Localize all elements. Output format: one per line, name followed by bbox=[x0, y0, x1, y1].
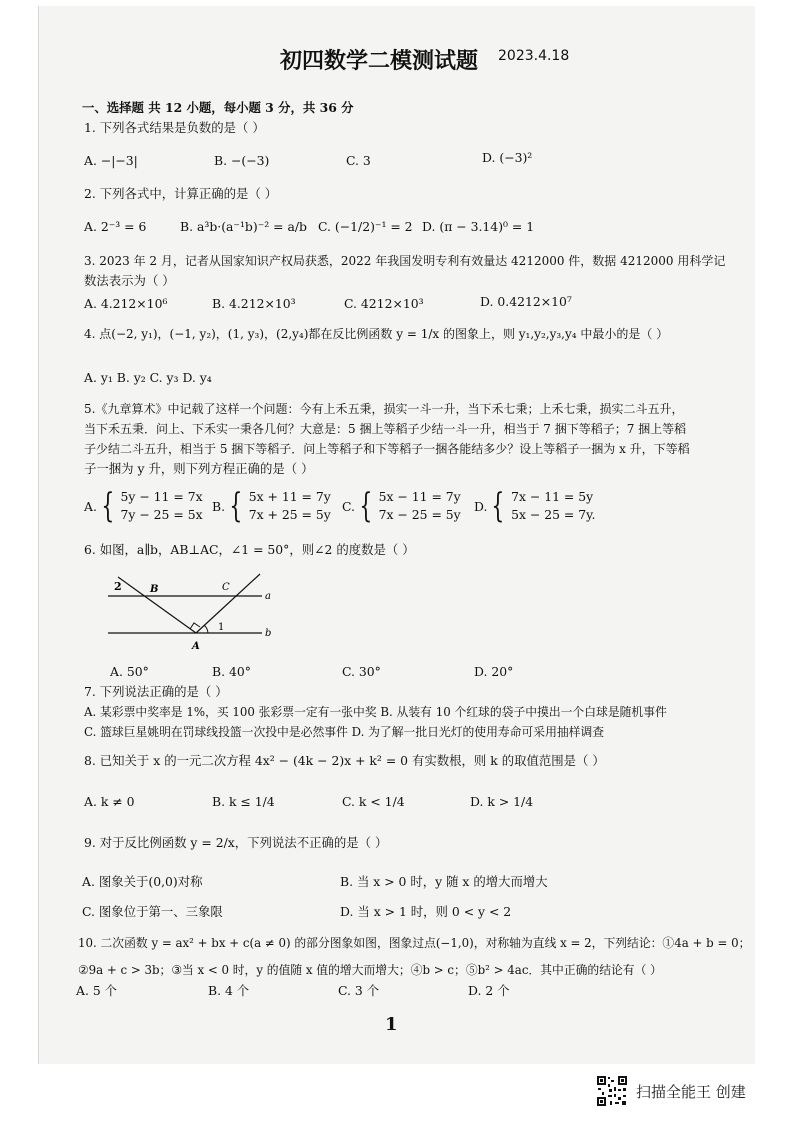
q5-label-a: A. bbox=[84, 498, 97, 514]
q8-option-c: C. k < 1/4 bbox=[342, 794, 405, 809]
q6-stem: 6. 如图，a∥b，AB⊥AC，∠1 = 50°，则∠2 的度数是（ ） bbox=[84, 542, 415, 557]
q2-option-b: B. a³b·(a⁻¹b)⁻² = a/b bbox=[180, 219, 307, 234]
q6-figure bbox=[100, 570, 290, 654]
q1-option-d: D. (−3)² bbox=[482, 150, 533, 165]
q6-option-a: A. 50° bbox=[110, 664, 149, 679]
q3-option-a: A. 4.212×10⁶ bbox=[84, 296, 168, 311]
q3-option-d: D. 0.4212×10⁷ bbox=[480, 294, 572, 309]
label-a-point: A bbox=[192, 641, 200, 652]
q1-option-c: C. 3 bbox=[346, 153, 371, 168]
q5-d-eq2: 5x − 25 = 7y. bbox=[511, 507, 596, 522]
q5-line4: 子一捆为 y 升，则下列方程正确的是（ ） bbox=[84, 461, 314, 476]
q5-d-eq1: 7x − 11 = 5y bbox=[511, 489, 594, 504]
q5-label-b: B. bbox=[212, 498, 226, 514]
q2-option-a: A. 2⁻³ = 6 bbox=[84, 219, 147, 234]
q10-option-b: B. 4 个 bbox=[208, 983, 250, 998]
q5-option-a: A. { 5y − 11 = 7x 7y − 25 = 5x bbox=[84, 486, 203, 526]
q5-label-c: C. bbox=[342, 498, 355, 514]
q5-c-eq2: 7x − 25 = 5y bbox=[378, 507, 461, 522]
q5-a-eq2: 7y − 25 = 5x bbox=[120, 507, 203, 522]
q3-stem-line2: 数法表示为（ ） bbox=[84, 273, 175, 288]
q6-option-d: D. 20° bbox=[474, 664, 514, 679]
q5-label-d: D. bbox=[474, 498, 488, 514]
q1-option-b: B. −(−3) bbox=[214, 153, 270, 168]
q9-option-a: A. 图象关于(0,0)对称 bbox=[82, 874, 203, 889]
q9-option-c: C. 图象位于第一、三象限 bbox=[82, 904, 223, 919]
q5-a-eq1: 5y − 11 = 7x bbox=[120, 489, 203, 504]
scanner-credit: 扫描全能王 创建 bbox=[636, 1082, 746, 1101]
qr-code-icon bbox=[596, 1075, 628, 1107]
q6-option-b: B. 40° bbox=[212, 664, 251, 679]
q5-option-b: B. { 5x + 11 = 7y 7x + 25 = 5y bbox=[212, 486, 331, 526]
label-c-point: C bbox=[222, 582, 230, 593]
label-b-point: B bbox=[150, 584, 159, 595]
section-heading: 一、选择题 共 12 小题，每小题 3 分，共 36 分 bbox=[82, 100, 354, 115]
exam-title: 初四数学二模测试题 bbox=[280, 49, 479, 74]
q5-b-eq1: 5x + 11 = 7y bbox=[248, 489, 331, 504]
q2-option-d: D. (π − 3.14)⁰ = 1 bbox=[422, 219, 535, 234]
q10-line2: ②9a + c > 3b；③当 x < 0 时，y 的值随 x 值的增大而增大；④b > c；⑤b² > 4ac．其中正确的结论有（ ） bbox=[78, 963, 662, 977]
label-2: 2 bbox=[114, 580, 122, 593]
page-number: 1 bbox=[385, 1014, 398, 1035]
exam-date: 2023.4.18 bbox=[498, 48, 570, 64]
q10-option-a: A. 5 个 bbox=[76, 983, 118, 998]
q5-line3: 子少结二斗五升，相当于 5 捆下等稻子．问上等稻子和下等稻子一捆各能结多少？设上等稻子一捆为 x 升，下等稻 bbox=[84, 442, 690, 456]
q5-c-eq1: 5x − 11 = 7y bbox=[378, 489, 461, 504]
q8-option-a: A. k ≠ 0 bbox=[84, 794, 135, 809]
q3-option-b: B. 4.212×10³ bbox=[212, 296, 296, 311]
q5-option-d: D. { 7x − 11 = 5y 5x − 25 = 7y. bbox=[474, 486, 596, 526]
q4-options: A. y₁ B. y₂ C. y₃ D. y₄ bbox=[84, 370, 212, 385]
q1-stem: 1. 下列各式结果是负数的是（ ） bbox=[84, 120, 265, 135]
q10-option-c: C. 3 个 bbox=[338, 983, 380, 998]
q7-options-ab: A. 某彩票中奖率是 1%，买 100 张彩票一定有一张中奖 B. 从装有 10 个红球的袋子中摸出一个白球是随机事件 bbox=[84, 705, 667, 719]
q1-option-a: A. −|−3| bbox=[84, 153, 138, 168]
label-1: 1 bbox=[218, 622, 225, 633]
scanner-watermark bbox=[596, 1075, 746, 1107]
q5-line1: 5.《九章算术》中记载了这样一个问题：今有上禾五秉，损实一斗一升，当下禾七秉；上禾七秉，损实二斗五升， bbox=[84, 402, 684, 416]
q10-line1: 10. 二次函数 y = ax² + bx + c(a ≠ 0) 的部分图象如图，图象过点(−1,0)，对称轴为直线 x = 2，下列结论：①4a + b = 0； bbox=[78, 936, 751, 950]
label-line-a: a bbox=[265, 591, 271, 602]
q6-option-c: C. 30° bbox=[342, 664, 381, 679]
label-line-b: b bbox=[265, 628, 272, 639]
q8-stem: 8. 已知关于 x 的一元二次方程 4x² − (4k − 2)x + k² = 0 有实数根，则 k 的取值范围是（ ） bbox=[84, 753, 605, 768]
q3-stem-line1: 3. 2023 年 2 月，记者从国家知识产权局获悉，2022 年我国发明专利有效量达 4212000 件，数据 4212000 用科学记 bbox=[84, 254, 726, 268]
angle1-arc bbox=[204, 625, 208, 633]
q3-option-c: C. 4212×10³ bbox=[344, 296, 424, 311]
q9-option-d: D. 当 x > 1 时，则 0 < y < 2 bbox=[340, 904, 512, 919]
q4-stem: 4. 点(−2, y₁)，(−1, y₂)，(1, y₃)，(2,y₄)都在反比例函数 y = 1/x 的图象上，则 y₁,y₂,y₃,y₄ 中最小的是（ ） bbox=[84, 327, 669, 341]
q5-b-eq2: 7x + 25 = 5y bbox=[248, 507, 331, 522]
q7-options-cd: C. 篮球巨星姚明在罚球线投篮一次投中是必然事件 D. 为了解一批日光灯的使用寿命可采用抽样调查 bbox=[84, 725, 605, 739]
q9-stem: 9. 对于反比例函数 y = 2/x，下列说法不正确的是（ ） bbox=[84, 835, 388, 850]
q8-option-d: D. k > 1/4 bbox=[470, 794, 534, 809]
q2-option-c: C. (−1/2)⁻¹ = 2 bbox=[318, 219, 413, 234]
q2-stem: 2. 下列各式中，计算正确的是（ ） bbox=[84, 186, 278, 201]
q10-option-d: D. 2 个 bbox=[468, 983, 510, 998]
q8-option-b: B. k ≤ 1/4 bbox=[212, 794, 275, 809]
q5-line2: 当下禾五秉．问上、下禾实一秉各几何？大意是：5 捆上等稻子少结一斗一升，相当于 7 捆下等稻子；7 捆上等稻 bbox=[84, 422, 687, 436]
q5-option-c: C. { 5x − 11 = 7y 7x − 25 = 5y bbox=[342, 486, 461, 526]
q7-stem: 7. 下列说法正确的是（ ） bbox=[84, 684, 228, 699]
q9-option-b: B. 当 x > 0 时，y 随 x 的增大而增大 bbox=[340, 874, 548, 889]
right-angle-mark bbox=[190, 623, 200, 629]
